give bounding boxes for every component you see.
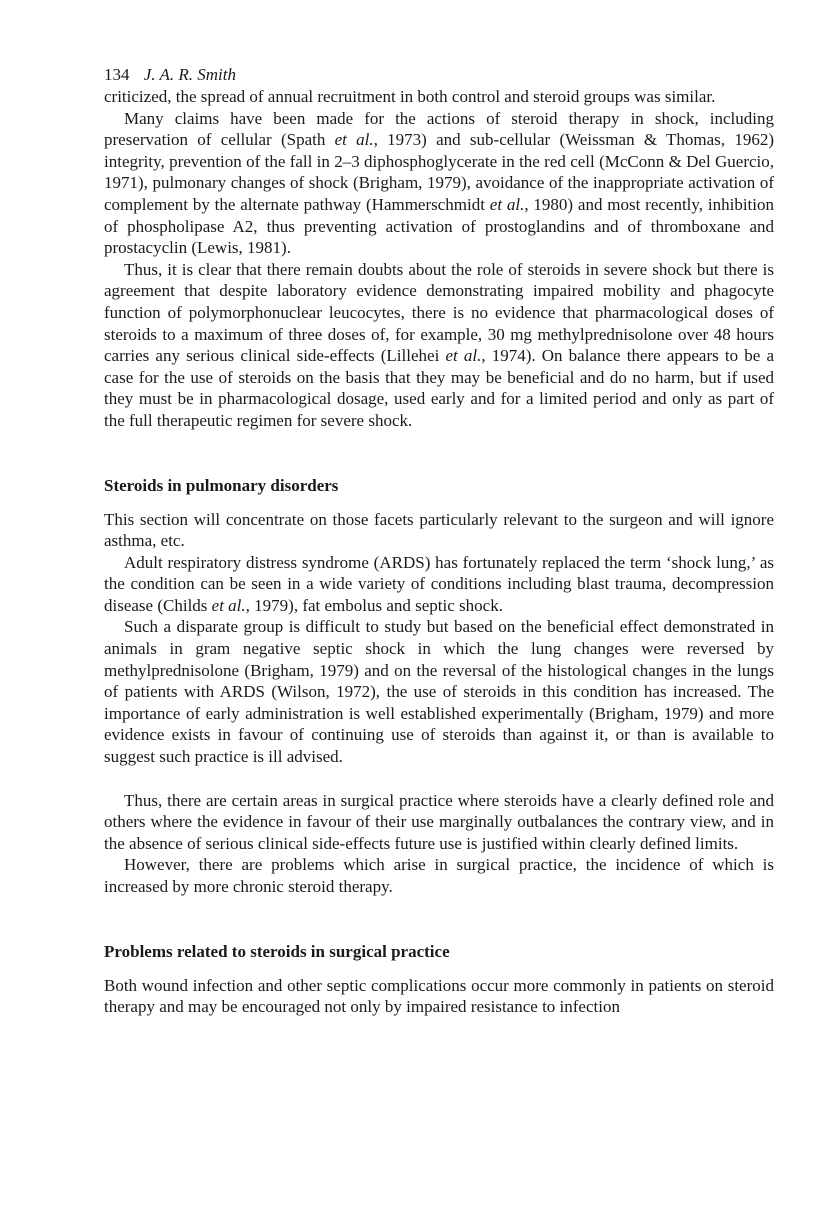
- page-number: 134: [104, 65, 130, 84]
- section-heading-pulmonary: Steroids in pulmonary disorders: [104, 475, 339, 495]
- paragraph-wound-infection: Both wound infection and other septic complications occur more commonly in patients on steroid therapy and may be encouraged not only by impaired resistance to infection: [104, 975, 774, 1017]
- paragraph-surgical-areas: Thus, there are certain areas in surgical practice where steroids have a clearly defined role and others where the evidence in favour of their use marginally outbalances the contrary view, and in the absence of serious clinical side-effects future use is justified within clearly defined limits.: [104, 790, 774, 853]
- paragraph-shock-claims: Many claims have been made for the actions of steroid therapy in shock, including preservation of cellular (Spath et al., 1973) and sub-cellular (Weissman & Thomas, 1962) integrity, prevention of the fall in 2–3 diphosphoglycerate in the red cell (McConn & Del Guercio, 1971), pulmonary changes of shock (Brigham, 1979), avoidance of the inappropriate activation of complement by the alternate pathway (Hammerschmidt et al., 1980) and most recently, inhibition of phospholipase A2, thus preventing activation of prostoglandins and of thromboxane and prostacyclin (Lewis, 1981).: [104, 108, 774, 258]
- paragraph-ards: Adult respiratory distress syndrome (ARDS) has fortunately replaced the term ‘shock lung,’ as the condition can be seen in a wide variety of conditions including blast trauma, decompression disease (Childs et al., 1979), fat embolus and septic shock.: [104, 552, 774, 615]
- page: [104, 64, 774, 1018]
- section-heading-problems: Problems related to steroids in surgical practice: [104, 941, 450, 961]
- running-head: [104, 64, 774, 86]
- paragraph-pulmonary-intro: This section will concentrate on those facets particularly relevant to the surgeon and will ignore asthma, etc.: [104, 509, 774, 551]
- author-name: J. A. R. Smith: [143, 65, 236, 84]
- paragraph-continuation: criticized, the spread of annual recruitment in both control and steroid groups was similar.: [104, 87, 716, 106]
- paragraph-problems-arise: However, there are problems which arise in surgical practice, the incidence of which is increased by more chronic steroid therapy.: [104, 855, 774, 896]
- paragraph-disparate-group: Such a disparate group is difficult to study but based on the beneficial effect demonstrated in animals in gram negative septic shock in which the lung changes were reversed by methylprednisolone (Brigham, 1979) and on the reversal of the histological changes in the lungs of patients with ARDS (Wilson, 1972), the use of steroids in this condition has increased. The importance of early administration is well established experimentally (Brigham, 1979) and more evidence exists in favour of continuing use of steroids than against it, or than is available to suggest such practice is ill advised.: [104, 617, 774, 767]
- paragraph-shock-conclusion: Thus, it is clear that there remain doubts about the role of steroids in severe shock but there is agreement that despite laboratory evidence demonstrating impaired mobility and phagocyte function of polymorphonuclear leucocytes, there is no evidence that pharmacological doses of steroids to a maximum of three doses of, for example, 30 mg methylprednisolone over 48 hours carries any serious clinical side-effects (Lillehei et al., 1974). On balance there appears to be a case for the use of steroids on the basis that they may be beneficial and do no harm, but if used they must be in pharmacological dosage, used early and for a limited period and only as part of the full therapeutic regimen for severe shock.: [104, 259, 774, 430]
